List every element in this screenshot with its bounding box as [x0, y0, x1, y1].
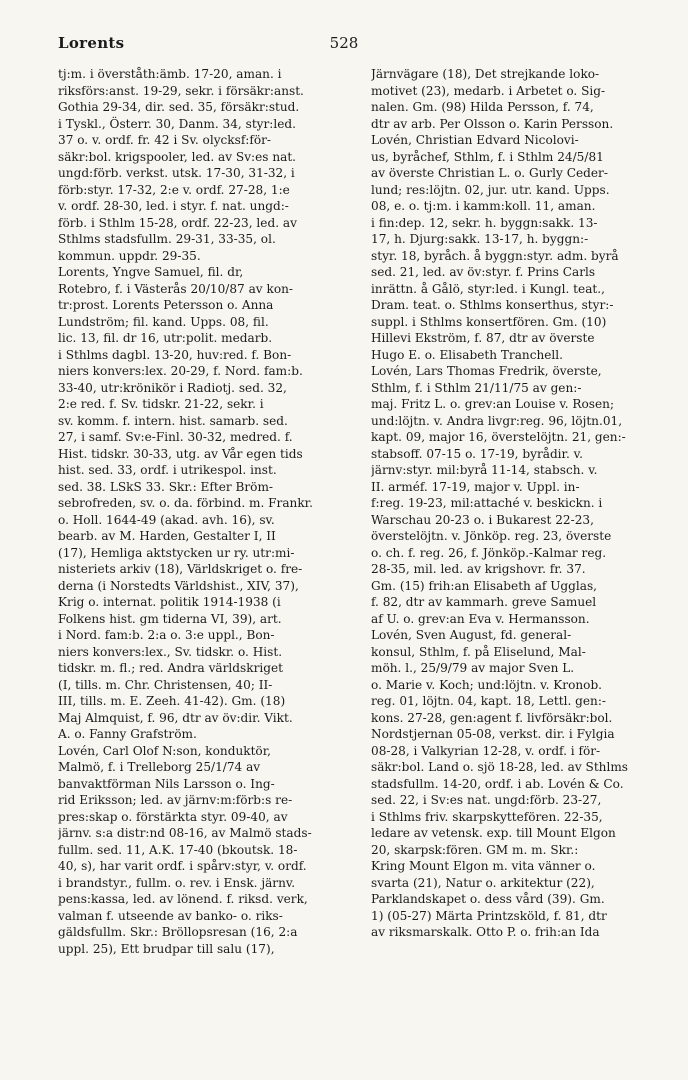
text-line: i Nord. fam:b. 2:a o. 3:e uppl., Bon-: [58, 628, 275, 642]
text-line: sv. komm. f. intern. hist. samarb. sed.: [58, 413, 288, 428]
text-line: dtr av arb. Per Olsson o. Karin Persson.: [371, 116, 614, 131]
text-line: Warschau 20-23 o. i Bukarest 22-23,: [371, 512, 594, 527]
text-line: Gothia 29-34, dir. sed. 35, försäkr:stud.: [58, 100, 300, 114]
text-line: pens:kassa, led. av lönend. f. riksd. verk,: [58, 892, 308, 906]
text-line: av överste Christian L. o. Gurly Ceder-: [371, 166, 608, 180]
text-line: Sthlm, f. i Sthlm 21/11/75 av gen:-: [371, 380, 582, 395]
text-line: överstelöjtn. v. Jönköp. reg. 23, överste: [371, 529, 612, 543]
text-line: III, tills. m. E. Zeeh. 41-42). Gm. (18): [58, 694, 286, 708]
text-line: Lundström; fil. kand. Upps. 08, fil.: [58, 314, 269, 329]
text-line: möh. l., 25/9/79 av major Sven L.: [371, 661, 575, 675]
text-line: förb:styr. 17-32, 2:e v. ordf. 27-28, 1:e: [58, 182, 290, 197]
text-line: tj:m. i överståth:ämb. 17-20, aman. i: [58, 67, 282, 81]
text-line: valman f. utseende av banko- o. riks-: [58, 908, 283, 923]
page-header: [58, 34, 630, 60]
text-line: sebrofreden, sv. o. da. förbind. m. Frankr.: [58, 496, 313, 510]
text-line: Järnvägare (18), Det strejkande loko-: [371, 67, 600, 81]
text-line: stabsoff. 07-15 o. 17-19, byrådir. v.: [371, 446, 583, 461]
text-line: Rotebro, f. i Västerås 20/10/87 av kon-: [58, 281, 293, 296]
running-head: Lorents: [58, 34, 125, 52]
text-line: Lovén, Sven August, fd. general-: [371, 628, 572, 642]
text-line: Gm. (15) frih:an Elisabeth af Ugglas,: [371, 578, 598, 593]
text-line: Lovén, Carl Olof N:son, konduktör,: [58, 743, 272, 758]
text-line: av riksmarskalk. Otto P. o. frih:an Ida: [371, 925, 600, 939]
text-line: nalen. Gm. (98) Hilda Persson, f. 74,: [371, 100, 594, 114]
text-line: maj. Fritz L. o. grev:an Louise v. Rosen;: [371, 397, 615, 411]
text-line: svarta (21), Natur o. arkitektur (22),: [371, 875, 595, 890]
text-line: förb. i Sthlm 15-28, ordf. 22-23, led. av: [58, 215, 297, 230]
text-line: derna (i Norstedts Världshist., XIV, 37),: [58, 578, 299, 593]
text-line: und:löjtn. v. Andra livgr:reg. 96, löjtn.01,: [371, 413, 623, 428]
text-line: hist. sed. 33, ordf. i utrikespol. inst.: [58, 463, 277, 477]
page-number: 528: [329, 34, 359, 52]
text-line: v. ordf. 28-30, led. i styr. f. nat. ungd:-: [58, 199, 289, 213]
text-line: 17, h. Djurg:sakk. 13-17, h. byggn:-: [371, 232, 589, 246]
text-line: o. ch. f. reg. 26, f. Jönköp.-Kalmar reg.: [371, 545, 607, 560]
text-line: 08-28, i Valkyrian 12-28, v. ordf. i för-: [371, 743, 601, 758]
text-line: rid Eriksson; led. av järnv:m:förb:s re-: [58, 793, 293, 807]
text-line: Malmö, f. i Trelleborg 25/1/74 av: [58, 760, 261, 774]
text-line: (I, tills. m. Chr. Christensen, 40; II-: [58, 677, 273, 692]
text-line: ledare av vetensk. exp. till Mount Elgon: [371, 826, 616, 840]
text-line: Hugo E. o. Elisabeth Tranchell.: [371, 347, 563, 362]
text-line: i Tyskl., Österr. 30, Danm. 34, styr:led.: [58, 116, 296, 131]
text-line: riksförs:anst. 19-29, sekr. i försäkr:anst.: [58, 83, 304, 98]
text-line: nisteriets arkiv (18), Världskriget o. fre-: [58, 562, 303, 576]
text-line: A. o. Fanny Grafström.: [58, 727, 197, 741]
text-line: sed. 21, led. av öv:styr. f. Prins Carls: [371, 265, 596, 279]
text-line: niers konvers:lex. 20-29, f. Nord. fam:b.: [58, 364, 303, 378]
text-line: säkr:bol. Land o. sjö 18-28, led. av Sthlms: [371, 760, 629, 774]
text-line: banvaktförman Nils Larsson o. Ing-: [58, 776, 275, 791]
text-line: (17), Hemliga aktstycken ur ry. utr:mi-: [58, 545, 295, 560]
text-line: uppl. 25), Ett brudpar till salu (17),: [58, 941, 275, 956]
text-line: Dram. teat. o. Sthlms konserthus, styr:-: [371, 298, 614, 312]
text-line: konsul, Sthlm, f. på Eliselund, Mal-: [371, 644, 586, 659]
text-line: 08, e. o. tj:m. i kamm:koll. 11, aman.: [371, 199, 596, 213]
text-line: tr:prost. Lorents Petersson o. Anna: [58, 298, 274, 312]
text-line: i Sthlms dagbl. 13-20, huv:red. f. Bon-: [58, 347, 292, 362]
text-line: 27, i samf. Sv:e-Finl. 30-32, medred. f.: [58, 430, 293, 444]
right-column: [371, 66, 669, 941]
text-line: Kring Mount Elgon m. vita vänner o.: [371, 859, 596, 873]
text-line: järnv:styr. mil:byrå 11-14, stabsch. v.: [371, 463, 598, 477]
text-line: us, byråchef, Sthlm, f. i Sthlm 24/5/81: [371, 149, 604, 164]
text-line: kapt. 09, major 16, överstelöjtn. 21, gen:-: [371, 430, 626, 444]
text-line: Hist. tidskr. 30-33, utg. av Vår egen tids: [58, 446, 303, 461]
text-line: styr. 18, byråch. å byggn:styr. adm. byrå: [371, 248, 619, 263]
text-line: niers konvers:lex., Sv. tidskr. o. Hist.: [58, 644, 283, 659]
text-line: 40, s), har varit ordf. i spårv:styr, v. ordf.: [58, 859, 307, 873]
text-line: fullm. sed. 11, A.K. 17-40 (bkoutsk. 18-: [58, 842, 298, 857]
text-line: inrättn. å Gålö, styr:led. i Kungl. teat.,: [371, 281, 605, 296]
text-line: Lovén, Christian Edvard Nicolovi-: [371, 133, 579, 147]
text-line: Krig o. internat. politik 1914-1938 (i: [58, 595, 281, 609]
text-line: kons. 27-28, gen:agent f. livförsäkr:bol.: [371, 710, 613, 725]
text-line: i fin:dep. 12, sekr. h. byggn:sakk. 13-: [371, 215, 598, 230]
text-line: stadsfullm. 14-20, ordf. i ab. Lovén & Co.: [371, 776, 624, 791]
text-line: järnv. s:a distr:nd 08-16, av Malmö stads-: [58, 826, 312, 840]
text-line: gäldsfullm. Skr.: Bröllopsresan (16, 2:a: [58, 925, 298, 939]
text-line: pres:skap o. förstärkta styr. 09-40, av: [58, 809, 288, 824]
text-line: 20, skarpsk:fören. GM m. m. Skr.:: [371, 842, 579, 857]
text-line: f. 82, dtr av kammarh. greve Samuel: [371, 595, 597, 609]
text-line: 33-40, utr:krönikör i Radiotj. sed. 32,: [58, 380, 287, 395]
text-line: 28-35, mil. led. av krigshovr. fr. 37.: [371, 562, 586, 576]
text-line: f:reg. 19-23, mil:attaché v. beskickn. i: [371, 496, 603, 510]
text-line: reg. 01, löjtn. 04, kapt. 18, Lettl. gen:-: [371, 694, 606, 708]
text-line: säkr:bol. krigspooler, led. av Sv:es nat.: [58, 149, 297, 164]
text-line: suppl. i Sthlms konsertfören. Gm. (10): [371, 314, 607, 329]
text-line: Parklandskapet o. dess vård (39). Gm.: [371, 892, 605, 906]
text-line: i Sthlms friv. skarpskyttefören. 22-35,: [371, 809, 603, 824]
text-line: sed. 38. LSkS 33. Skr.: Efter Bröm-: [58, 479, 273, 494]
text-line: af U. o. grev:an Eva v. Hermansson.: [371, 611, 590, 626]
text-line: ungd:förb. verkst. utsk. 17-30, 31-32, i: [58, 166, 295, 180]
text-line: sed. 22, i Sv:es nat. ungd:förb. 23-27,: [371, 793, 602, 807]
text-line: o. Holl. 1644-49 (akad. avh. 16), sv.: [58, 512, 275, 527]
text-line: motivet (23), medarb. i Arbetet o. Sig-: [371, 83, 606, 98]
left-column: [58, 66, 356, 957]
text-line: Maj Almquist, f. 96, dtr av öv:dir. Vikt.: [58, 710, 293, 725]
text-line: tidskr. m. fl.; red. Andra världskriget: [58, 661, 283, 675]
text-line: Hillevi Ekström, f. 87, dtr av överste: [371, 331, 595, 345]
text-line: i brandstyr., fullm. o. rev. i Ensk. järnv.: [58, 875, 296, 890]
text-line: Nordstjernan 05-08, verkst. dir. i Fylgia: [371, 727, 615, 741]
text-line: II. arméf. 17-19, major v. Uppl. in-: [371, 479, 580, 494]
text-line: Sthlms stadsfullm. 29-31, 33-35, ol.: [58, 232, 276, 246]
text-line: 37 o. v. ordf. fr. 42 i Sv. olycksf:för-: [58, 133, 272, 147]
text-line: Folkens hist. gm tiderna VI, 39), art.: [58, 611, 282, 626]
text-line: lund; res:löjtn. 02, jur. utr. kand. Upps.: [371, 182, 610, 197]
text-line: Lovén, Lars Thomas Fredrik, överste,: [371, 364, 602, 378]
text-line: bearb. av M. Harden, Gestalter I, II: [58, 529, 276, 543]
text-line: kommun. uppdr. 29-35.: [58, 248, 201, 263]
text-line: 2:e red. f. Sv. tidskr. 21-22, sekr. i: [58, 397, 264, 411]
text-line: lic. 13, fil. dr 16, utr:polit. medarb.: [58, 331, 273, 345]
text-line: 1) (05-27) Märta Printzsköld, f. 81, dtr: [371, 908, 607, 923]
text-line: o. Marie v. Koch; und:löjtn. v. Kronob.: [371, 677, 603, 692]
text-line: Lorents, Yngve Samuel, fil. dr,: [58, 265, 244, 279]
